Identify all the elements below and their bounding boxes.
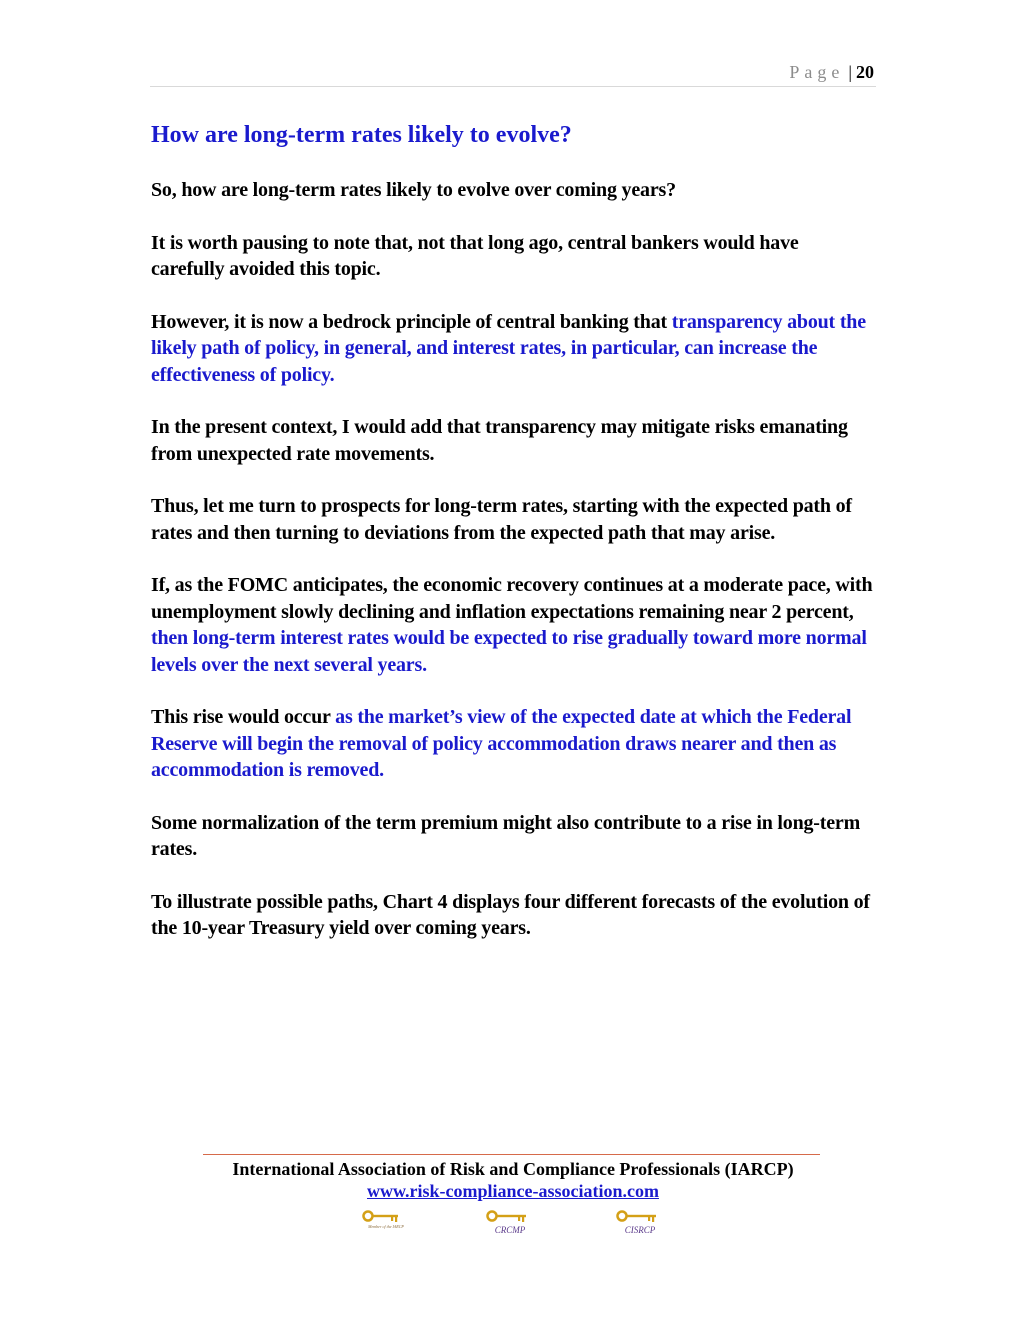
key-logo-icon <box>615 1210 665 1240</box>
paragraph-8: Some normalization of the term premium might also contribute to a rise in long-term rates. <box>151 811 861 860</box>
key-logo-icon <box>485 1210 535 1240</box>
page-number <box>789 62 874 83</box>
paragraph-9: To illustrate possible paths, Chart 4 displays four different forecasts of the evolution of the 10-year Treasury yield over coming years. <box>151 890 870 939</box>
paragraph-7 <box>151 704 876 784</box>
logo-caption-cisrcp: CISRCP <box>624 1225 656 1235</box>
document-body <box>151 120 876 968</box>
key-logo-icon <box>361 1210 411 1240</box>
footer-divider <box>203 1154 820 1155</box>
paragraph-7-text: This rise would occur <box>151 706 336 728</box>
paragraph-7-highlight: as the market’s view of the expected date at which the Federal Reserve will begin the removal of policy accommodation draws nearer and then as accommodation is removed. <box>151 706 852 781</box>
paragraph-3-highlight: transparency about the likely path of policy, in general, and interest rates, in particular, can increase the effectiveness of policy. <box>151 310 866 386</box>
paragraph-5: Thus, let me turn to prospects for long-term rates, starting with the expected path of rates and then turning to deviations from the expected path that may arise. <box>151 495 852 544</box>
footer-website-link[interactable]: www.risk-compliance-association.com <box>367 1181 659 1201</box>
paragraph-3 <box>151 309 876 389</box>
paragraph-6-highlight: then long-term interest rates would be expected to rise gradually toward more normal levels over the next several years. <box>151 627 867 676</box>
paragraph-6 <box>151 572 876 678</box>
logo-caption-member: Member of the IARCP <box>368 1224 404 1229</box>
footer-organization: International Association of Risk and Compliance Professionals (IARCP) <box>232 1159 794 1179</box>
paragraph-3-text: However, it is now a bedrock principle of central banking that <box>151 310 672 333</box>
page-header <box>150 58 876 87</box>
footer-logos <box>0 1210 1024 1244</box>
paragraph-2: It is worth pausing to note that, not that long ago, central bankers would have carefully avoided this topic. <box>151 231 799 280</box>
paragraph-6-text: If, as the FOMC anticipates, the economic recovery continues at a moderate pace, with unemployment slowly declining and inflation expectations remaining near 2 percent, <box>151 574 873 623</box>
section-heading: How are long-term rates likely to evolve? <box>151 122 572 148</box>
page-label: Page <box>789 62 845 82</box>
paragraph-1: So, how are long-term rates likely to evolve over coming years? <box>151 179 676 201</box>
paragraph-4: In the present context, I would add that transparency may mitigate risks emanating from unexpected rate movements. <box>151 416 848 465</box>
footer <box>150 1158 876 1202</box>
page-separator: | <box>848 62 852 82</box>
page-number-value: 20 <box>856 62 874 82</box>
logo-caption-crcmp: CRCMP <box>494 1225 526 1235</box>
